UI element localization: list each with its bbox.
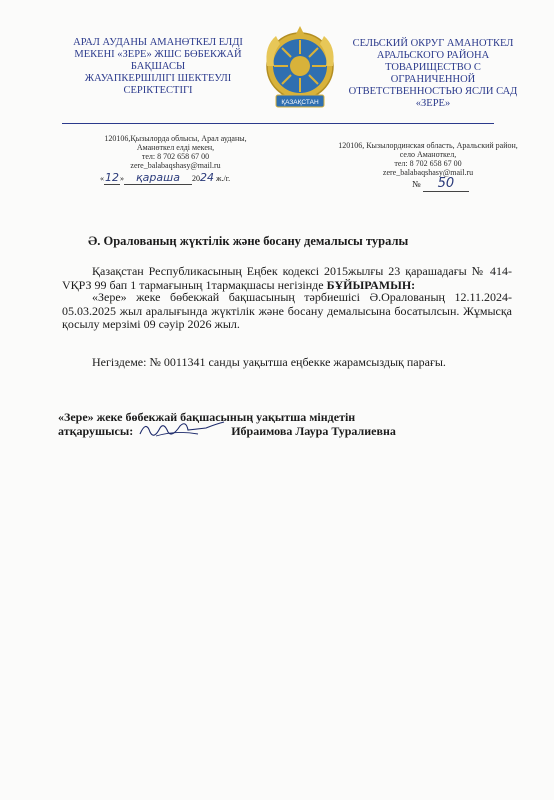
address-line: тел: 8 702 658 67 00	[141, 152, 210, 161]
header-right-line: ТОВАРИЩЕСТВО С	[385, 62, 481, 73]
date-year-suffix: 24	[200, 171, 214, 184]
document-title: Ә. Оралованың жүктілік және босану демалысы туралы	[88, 234, 409, 248]
signature-block	[58, 424, 508, 440]
date-close-quote: »	[120, 174, 124, 183]
emblem-text: ҚАЗАҚСТАН	[281, 99, 319, 106]
header-left-line: МЕКЕНІ «ЗЕРЕ» ЖШС БӨБЕКЖАЙ	[74, 49, 242, 60]
paragraph-legal-basis	[62, 265, 512, 292]
handwritten-signature	[136, 424, 228, 440]
header-right-line: СЕЛЬСКИЙ ОКРУГ АМАНОТКЕЛ	[352, 38, 514, 49]
address-line: 120106, Кызылординская область, Аральский район,	[338, 141, 518, 150]
signature-position: «Зере» жеке бөбекжай бақшасының уақытша міндетін	[58, 410, 356, 424]
header-right-russian	[338, 38, 528, 110]
document-number	[412, 176, 482, 192]
kazakhstan-emblem-icon	[262, 26, 338, 112]
header-left-kazakh	[58, 37, 258, 97]
address-line: тел: 8 702 658 67 00	[394, 159, 462, 168]
header-left-line: БАҚШАСЫ	[130, 61, 186, 72]
number-symbol: №	[412, 179, 421, 189]
header-left-line: СЕРІКТЕСТІГІ	[123, 85, 193, 96]
address-line: Аманөткел елді мекен,	[136, 143, 215, 152]
date-month: қараша	[124, 171, 192, 185]
date-open-quote: «	[100, 174, 104, 183]
paragraph-order	[62, 291, 512, 332]
header-right-line: ОТВЕТСТВЕННОСТЬЮ ЯСЛИ САД	[348, 86, 518, 97]
header-divider	[62, 123, 494, 124]
document-date	[100, 171, 260, 185]
address-email: zere_balabaqshasy@mail.ru	[130, 161, 221, 170]
date-suffix: ж./г.	[214, 174, 231, 183]
address-line: 120106,Қызылорда облысы, Арал ауданы,	[104, 134, 247, 143]
paragraph-text: «Зере» жеке бөбекжай бақшасының тәрбиешісі Ә.Оралованың 12.11.2024-05.03.2025 жыл аралығында жүктілік және босану демалысына босатылсын. Жұмысқа қосылу мерзімі 09 сәуір 2026 жыл.	[62, 290, 512, 331]
address-line: село Аманоткел,	[399, 150, 457, 159]
header-left-line: ЖАУАПКЕРШІЛІГІ ШЕКТЕУЛІ	[84, 73, 232, 84]
header-left-line: АРАЛ АУДАНЫ АМАНӨТКЕЛ ЕЛДІ	[73, 37, 243, 48]
address-right	[332, 141, 524, 177]
date-day: 12	[105, 171, 119, 184]
paragraph-text: Қазақстан Республикасының Еңбек кодексі 2015жылғы 23 қарашадағы № 414-VҚРЗ 99 бап 1 тармағының 1тармақшасы негізінде	[62, 264, 512, 292]
order-keyword: БҰЙЫРАМЫН:	[326, 277, 416, 292]
header-right-line: «ЗЕРЕ»	[415, 98, 451, 109]
address-left	[88, 134, 263, 170]
header-right-line: АРАЛЬСКОГО РАЙОНА	[376, 50, 490, 61]
paragraph-grounds	[62, 356, 512, 370]
number-value: 50	[423, 176, 469, 192]
paragraph-text: Негіздеме: № 0011341 санды уақытша еңбекке жарамсыздық парағы.	[92, 355, 446, 369]
signature-name: Ибраимова Лаура Туралиевна	[231, 424, 396, 438]
address-email: zere_balabaqshasy@mail.ru	[382, 168, 474, 177]
date-year-prefix: 20	[192, 174, 200, 183]
header-right-line: ОГРАНИЧЕННОЙ	[390, 74, 476, 85]
signature-role: атқарушысы:	[58, 424, 134, 438]
